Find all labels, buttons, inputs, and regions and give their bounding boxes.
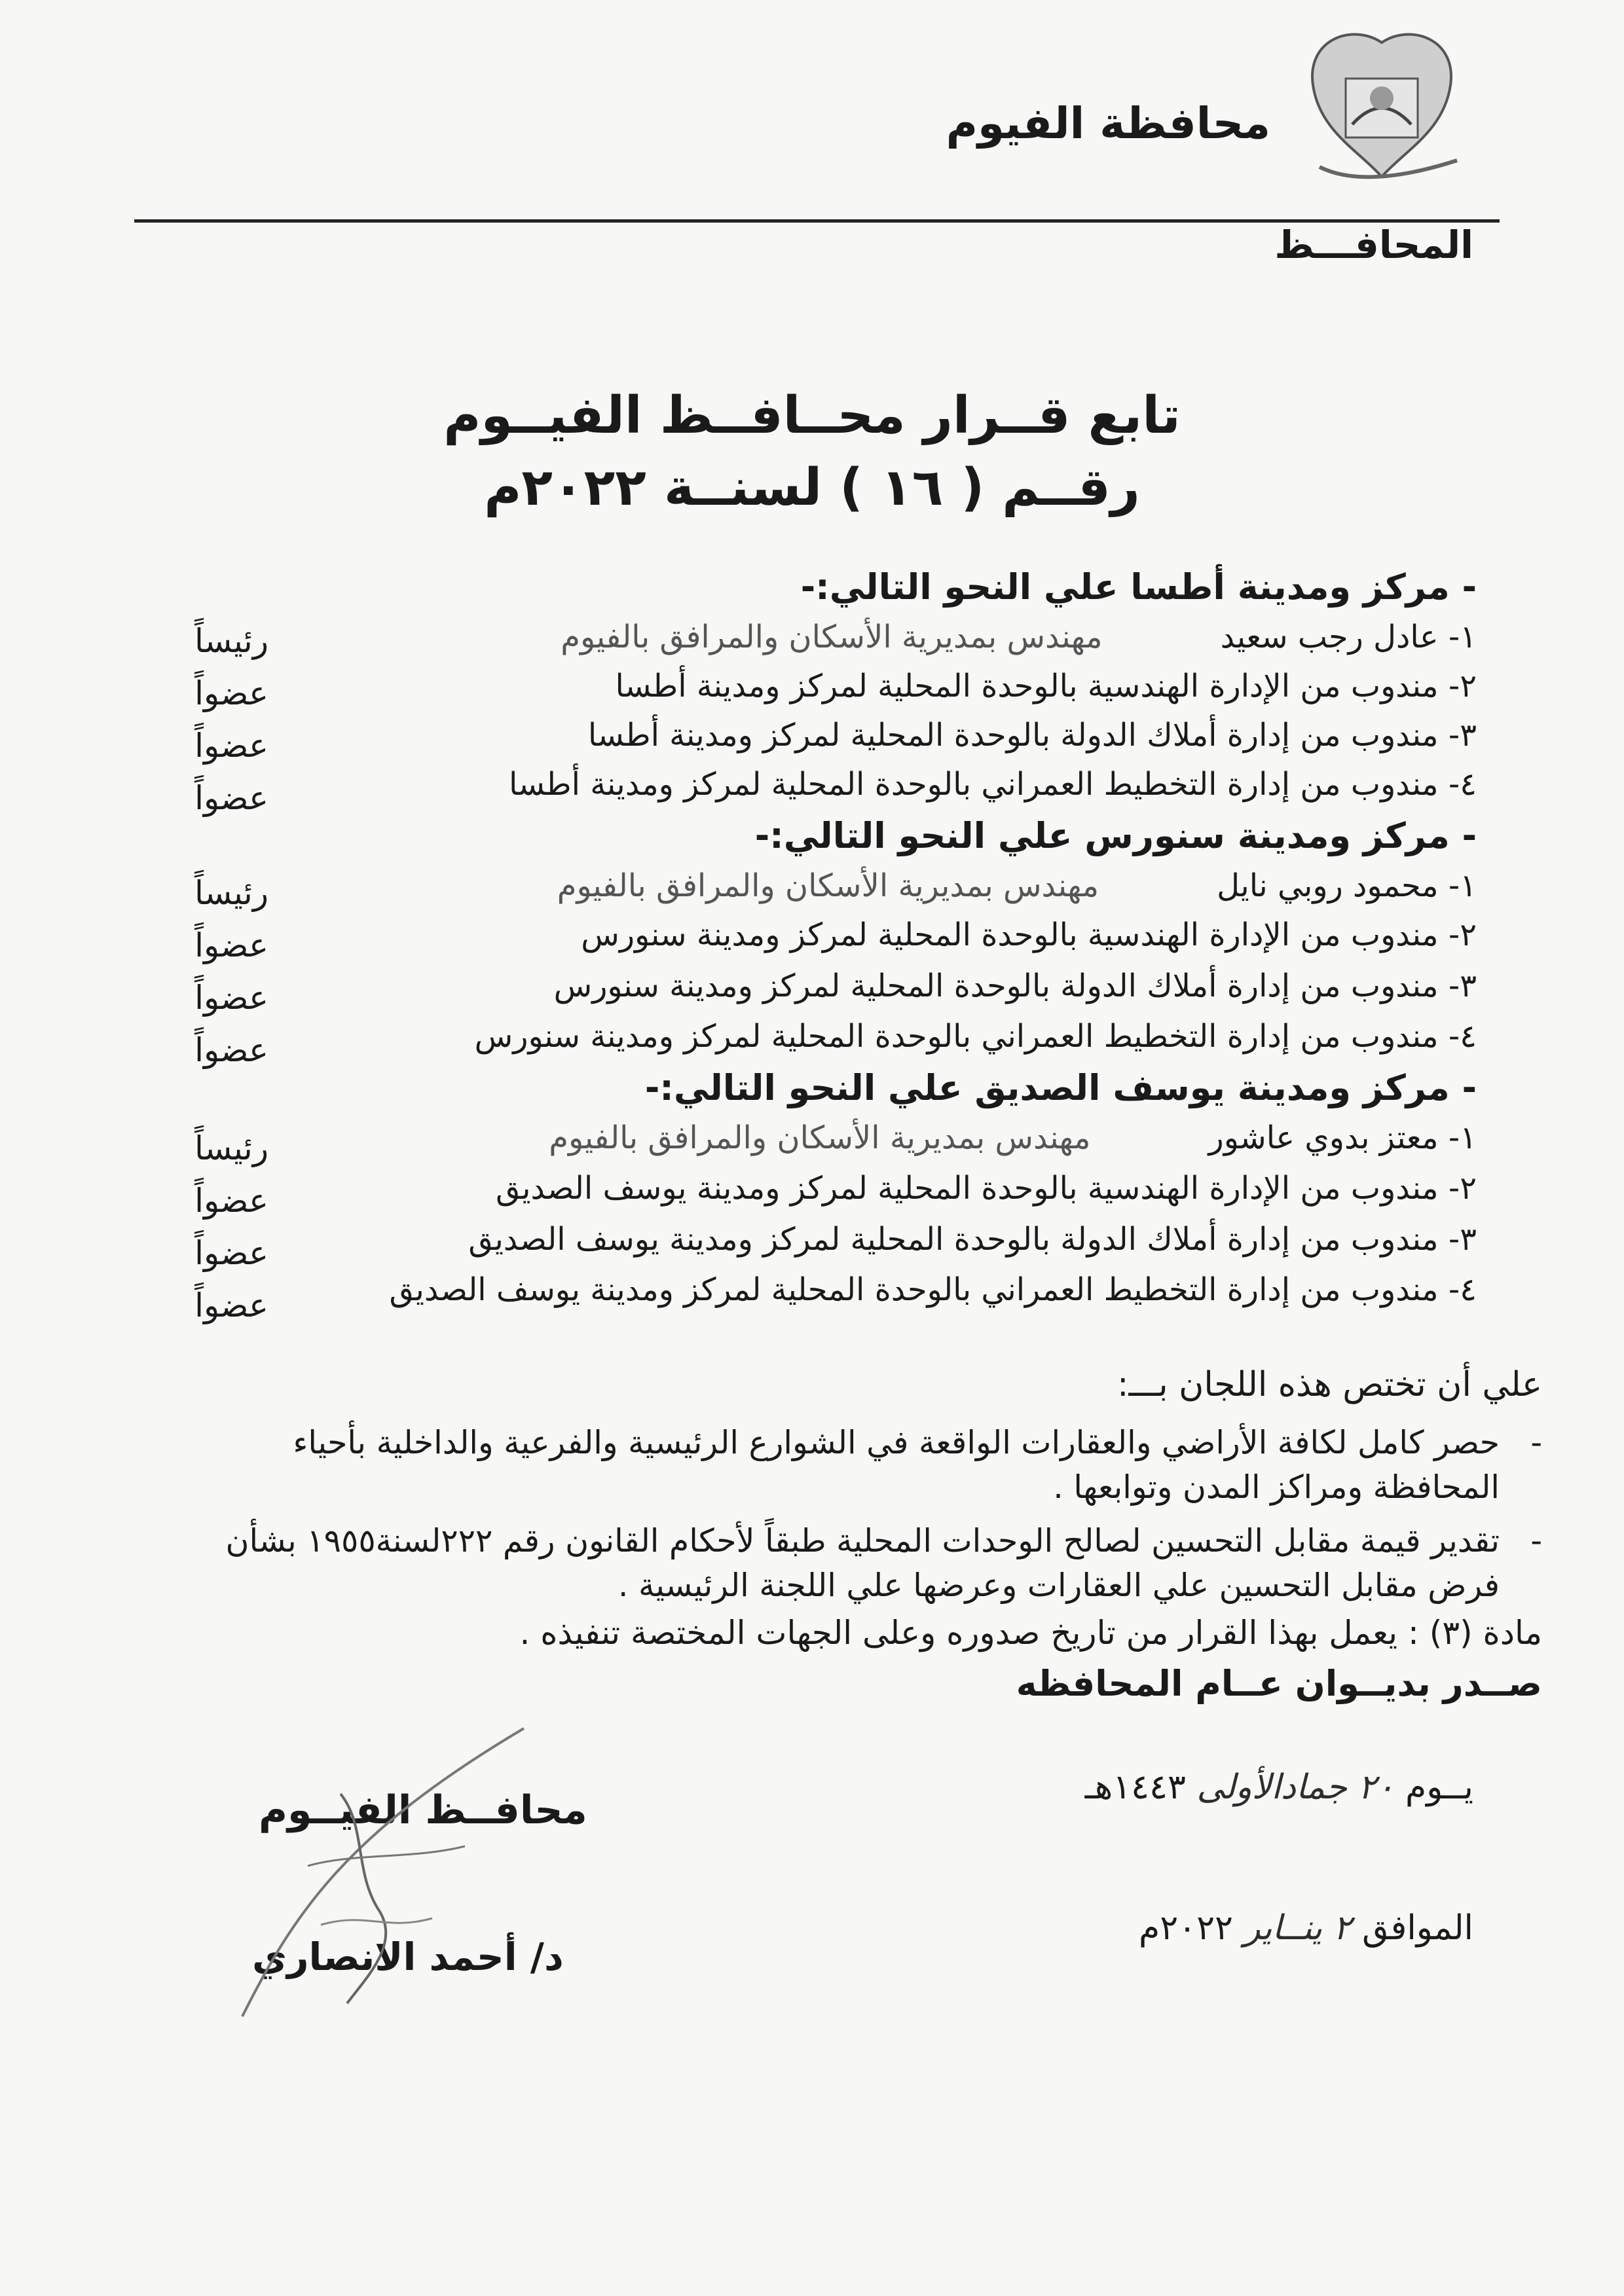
member-line: ٣- مندوب من إدارة أملاك الدولة بالوحدة المحلية لمركز ومدينة سنورس: [553, 968, 1477, 1004]
member-line: ١- محمود روبي نايلمهندس بمديرية الأسكان والمرافق بالفيوم: [557, 867, 1477, 904]
duty-item: حصر كامل لكافة الأراضي والعقارات الواقعة في الشوارع الرئيسية والفرعية والداخلية بأحياء المحافظة ومراكز المدن وتوابعها .: [293, 1424, 1500, 1506]
member-line: ٣- مندوب من إدارة أملاك الدولة بالوحدة المحلية لمركز ومدينة يوسف الصديق: [468, 1221, 1477, 1258]
member-line: ٢- مندوب من الإدارة الهندسية بالوحدة المحلية لمركز ومدينة سنورس: [581, 917, 1477, 953]
member-status: رئيساً: [194, 622, 268, 660]
bullet-dash: -: [1530, 1522, 1542, 1559]
member-status: عضواً: [194, 1286, 268, 1324]
decree-number: رقــم ( ١٦ ) لسنــة ٢٠٢٢م: [484, 458, 1140, 517]
article-3: مادة (٣) : يعمل بهذا القرار من تاريخ صدوره وعلى الجهات المختصة تنفيذه .: [519, 1614, 1542, 1652]
member-status: عضواً: [194, 674, 268, 712]
member-status: رئيساً: [194, 1129, 268, 1167]
member-line: ١- معتز بدوي عاشورمهندس بمديرية الأسكان والمرافق بالفيوم: [549, 1120, 1477, 1156]
section-heading: - مركز ومدينة سنورس علي النحو التالي:-: [754, 815, 1477, 856]
member-status: رئيساً: [194, 874, 268, 912]
member-status: عضواً: [194, 979, 268, 1017]
section-heading: - مركز ومدينة يوسف الصديق علي النحو التالي:-: [644, 1067, 1477, 1108]
member-line: ٢- مندوب من الإدارة الهندسية بالوحدة المحلية لمركز ومدينة أطسا: [615, 668, 1477, 704]
member-status: عضواً: [194, 926, 268, 964]
duty-item: تقدير قيمة مقابل التحسين لصالح الوحدات المحلية طبقاً لأحكام القانون رقم ٢٢٢لسنة١٩٥٥ بشأن فرض مقابل التحسين علي العقارات وعرضها علي اللجنة الرئيسية .: [225, 1522, 1500, 1604]
governorate-emblem: [1300, 26, 1464, 196]
hijri-date: يــوم ٢٠ جمادالأولى ١٤٤٣هـ: [1084, 1768, 1473, 1807]
governor-title: محافــظ الفيــوم: [259, 1787, 587, 1833]
member-line: ٤- مندوب من إدارة التخطيط العمراني بالوحدة المحلية لمركز ومدينة سنورس: [474, 1018, 1477, 1055]
office-title: المحافـــظ: [1274, 223, 1473, 267]
issued-statement: صــدر بديــوان عــام المحافظه: [1016, 1663, 1542, 1704]
governorate-name: محافظة الفيوم: [946, 98, 1270, 149]
governor-name: د/ أحمد الانصاري: [252, 1935, 564, 1979]
member-line: ٤- مندوب من إدارة التخطيط العمراني بالوحدة المحلية لمركز ومدينة أطسا: [508, 766, 1477, 803]
member-line: ٢- مندوب من الإدارة الهندسية بالوحدة المحلية لمركز ومدينة يوسف الصديق: [496, 1170, 1477, 1207]
bullet-dash: -: [1530, 1424, 1542, 1461]
duties-heading: علي أن تختص هذه اللجان بـــ:: [1116, 1365, 1542, 1404]
member-line: ٤- مندوب من إدارة التخطيط العمراني بالوحدة المحلية لمركز ومدينة يوسف الصديق: [389, 1271, 1477, 1308]
member-status: عضواً: [194, 1234, 268, 1272]
gregorian-date: الموافق ٢ ينــاير ٢٠٢٢م: [1139, 1908, 1473, 1948]
decree-title: تابع قــرار محــافــظ الفيــوم: [443, 386, 1181, 445]
member-status: عضواً: [194, 1031, 268, 1069]
section-heading: - مركز ومدينة أطسا علي النحو التالي:-: [800, 566, 1477, 608]
handwritten-signature: [216, 1715, 557, 2030]
member-line: ١- عادل رجب سعيدمهندس بمديرية الأسكان والمرافق بالفيوم: [561, 619, 1477, 655]
member-status: عضواً: [194, 1182, 268, 1220]
member-line: ٣- مندوب من إدارة أملاك الدولة بالوحدة المحلية لمركز ومدينة أطسا: [587, 717, 1477, 754]
member-status: عضواً: [194, 779, 268, 817]
member-status: عضواً: [194, 727, 268, 765]
